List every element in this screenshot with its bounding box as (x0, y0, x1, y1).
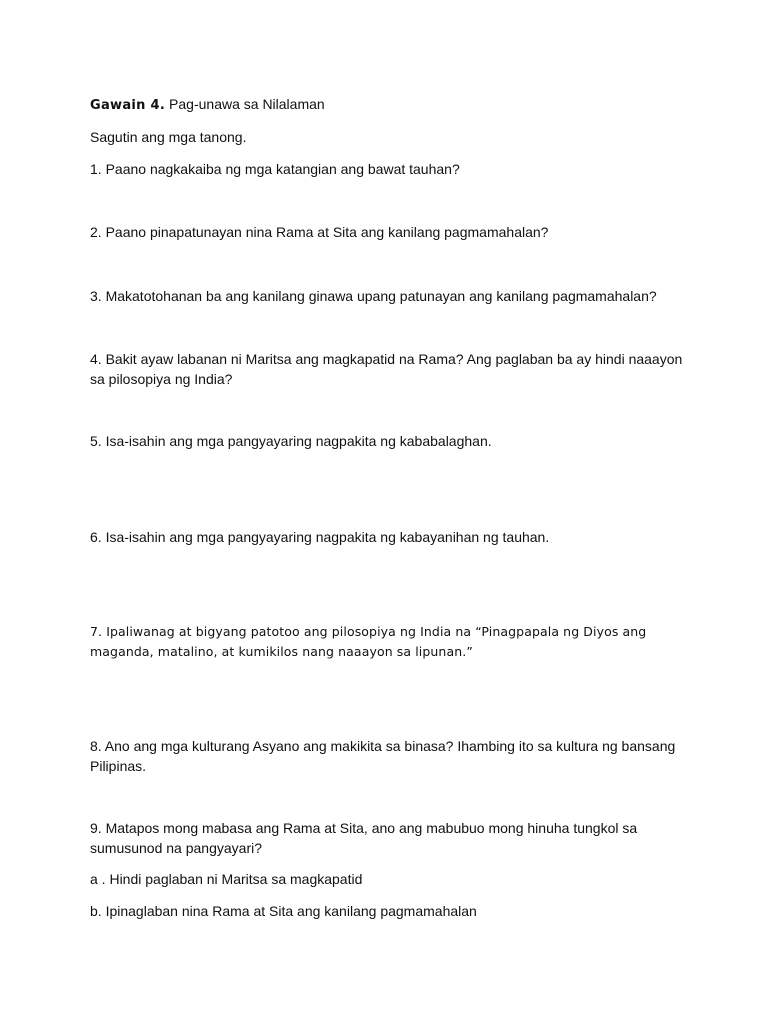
question-5: 5. Isa-isahin ang mga pangyayaring nagpakita ng kababalaghan. (90, 433, 492, 449)
question-2: 2. Paano pinapatunayan nina Rama at Sita ang kanilang pagmamahalan? (90, 224, 549, 240)
activity-title: Pag-unawa sa Nilalaman (169, 96, 325, 112)
activity-label: Gawain 4. (90, 98, 166, 113)
question-4-line-1: 4. Bakit ayaw labanan ni Maritsa ang magkapatid na Rama? Ang paglaban ba ay hindi naaayon (90, 351, 683, 367)
question-7-line-1: 7. Ipaliwanag at bigyang patotoo ang pilosopiya ng India na “Pinagpapala ng Diyos ang (90, 624, 647, 639)
question-8-line-2: Pilipinas. (90, 758, 147, 774)
sub-item-a: a . Hindi paglaban ni Maritsa sa magkapatid (90, 871, 363, 887)
question-6: 6. Isa-isahin ang mga pangyayaring nagpakita ng kabayanihan ng tauhan. (90, 529, 550, 545)
question-4-line-2: sa pilosopiya ng India? (90, 371, 233, 387)
activity-heading (90, 94, 690, 116)
question-7-line-2: maganda, matalino, at kumikilos nang naaayon sa lipunan.” (90, 644, 473, 659)
question-9-line-1: 9. Matapos mong mabasa ang Rama at Sita, ano ang mabubuo mong hinuha tungkol sa (90, 820, 638, 836)
instructions-text: Sagutin ang mga tanong. (90, 129, 247, 145)
question-1: 1. Paano nagkakaiba ng mga katangian ang bawat tauhan? (90, 161, 460, 177)
question-8-line-1: 8. Ano ang mga kulturang Asyano ang makikita sa binasa? Ihambing ito sa kultura ng bansang (90, 738, 676, 754)
question-3: 3. Makatotohanan ba ang kanilang ginawa upang patunayan ang kanilang pagmamahalan? (90, 288, 657, 304)
question-9-line-2: sumusunod na pangyayari? (90, 840, 263, 856)
sub-item-b: b. Ipinaglaban nina Rama at Sita ang kanilang pagmamahalan (90, 903, 477, 919)
